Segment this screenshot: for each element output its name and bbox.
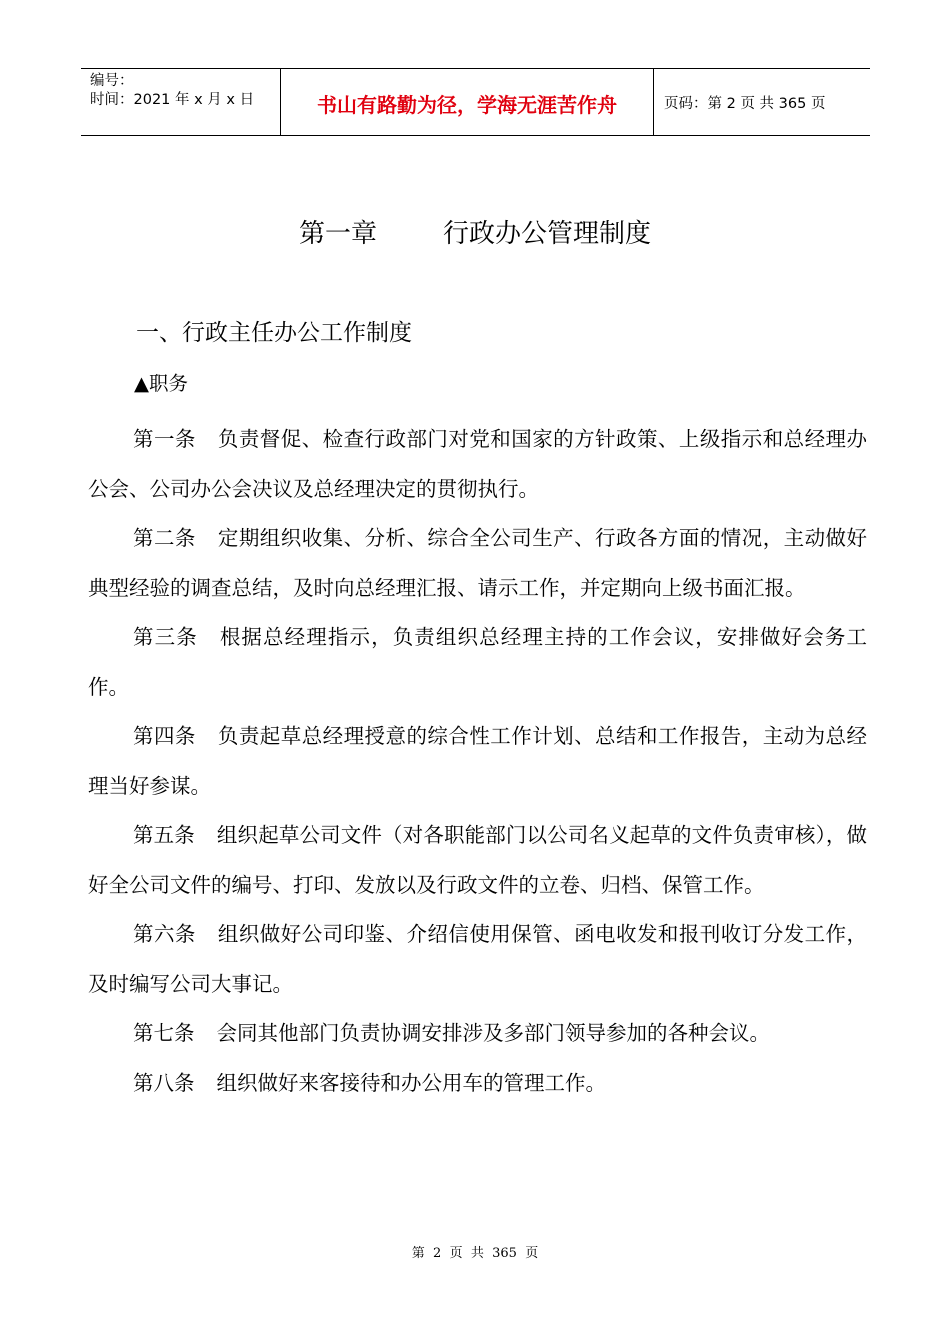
subhead-duties: ▲职务 xyxy=(134,372,188,395)
article-paragraph xyxy=(88,910,867,1009)
article-number: 第二条 xyxy=(133,526,196,550)
article-paragraph xyxy=(88,811,867,910)
article-number: 第七条 xyxy=(133,1021,195,1045)
article-paragraph xyxy=(88,514,867,613)
article-number: 第五条 xyxy=(133,823,195,847)
article-text: 根据总经理指示，负责组织总经理主持的工作会议，安排做好会务工作。 xyxy=(88,625,867,699)
article-paragraph xyxy=(88,1009,867,1059)
date-line: 时间：2021 年 x 月 x 日 xyxy=(90,92,255,108)
article-text: 负责督促、检查行政部门对党和国家的方针政策、上级指示和总经理办公会、公司办公会决议及总经理决定的贯彻执行。 xyxy=(88,427,868,501)
article-number: 第六条 xyxy=(133,922,196,946)
page-footer: 第 2 页 共 365 页 xyxy=(411,1246,539,1261)
article-paragraph xyxy=(88,1059,867,1109)
articles-body xyxy=(88,415,867,1108)
article-text: 组织起草公司文件（对各职能部门以公司名义起草的文件负责审核），做好全公司文件的编号、打印、发放以及行政文件的立卷、归档、保管工作。 xyxy=(88,823,868,897)
serial-number-label: 编号： xyxy=(90,73,134,89)
article-number: 第八条 xyxy=(133,1070,195,1095)
article-paragraph xyxy=(88,712,867,811)
header-meta-cell xyxy=(81,69,281,135)
article-number: 第三条 xyxy=(133,625,198,649)
article-text: 定期组织收集、分析、综合全公司生产、行政各方面的情况，主动做好典型经验的调查总结，及时向总经理汇报、请示工作，并定期向上级书面汇报。 xyxy=(88,526,868,600)
article-number: 第四条 xyxy=(133,724,196,748)
article-text: 负责起草总经理授意的综合性工作计划、总结和工作报告，主动为总经理当好参谋。 xyxy=(88,724,868,798)
header-table xyxy=(81,68,870,136)
article-text: 组织做好来客接待和办公用车的管理工作。 xyxy=(216,1070,606,1095)
section-title: 一、行政主任办公工作制度 xyxy=(136,320,412,346)
article-text: 组织做好公司印鉴、介绍信使用保管、函电收发和报刊收订分发工作，及时编写公司大事记。 xyxy=(88,922,868,996)
article-paragraph xyxy=(88,415,867,514)
header-page-code: 页码：第 2 页 共 365 页 xyxy=(664,95,826,112)
article-number: 第一条 xyxy=(133,427,196,451)
article-paragraph xyxy=(88,613,867,712)
header-motto: 书山有路勤为径，学海无涯苦作舟 xyxy=(281,69,654,135)
article-text: 会同其他部门负责协调安排涉及多部门领导参加的各种会议。 xyxy=(216,1021,770,1045)
chapter-title: 第一章 行政办公管理制度 xyxy=(298,219,652,249)
